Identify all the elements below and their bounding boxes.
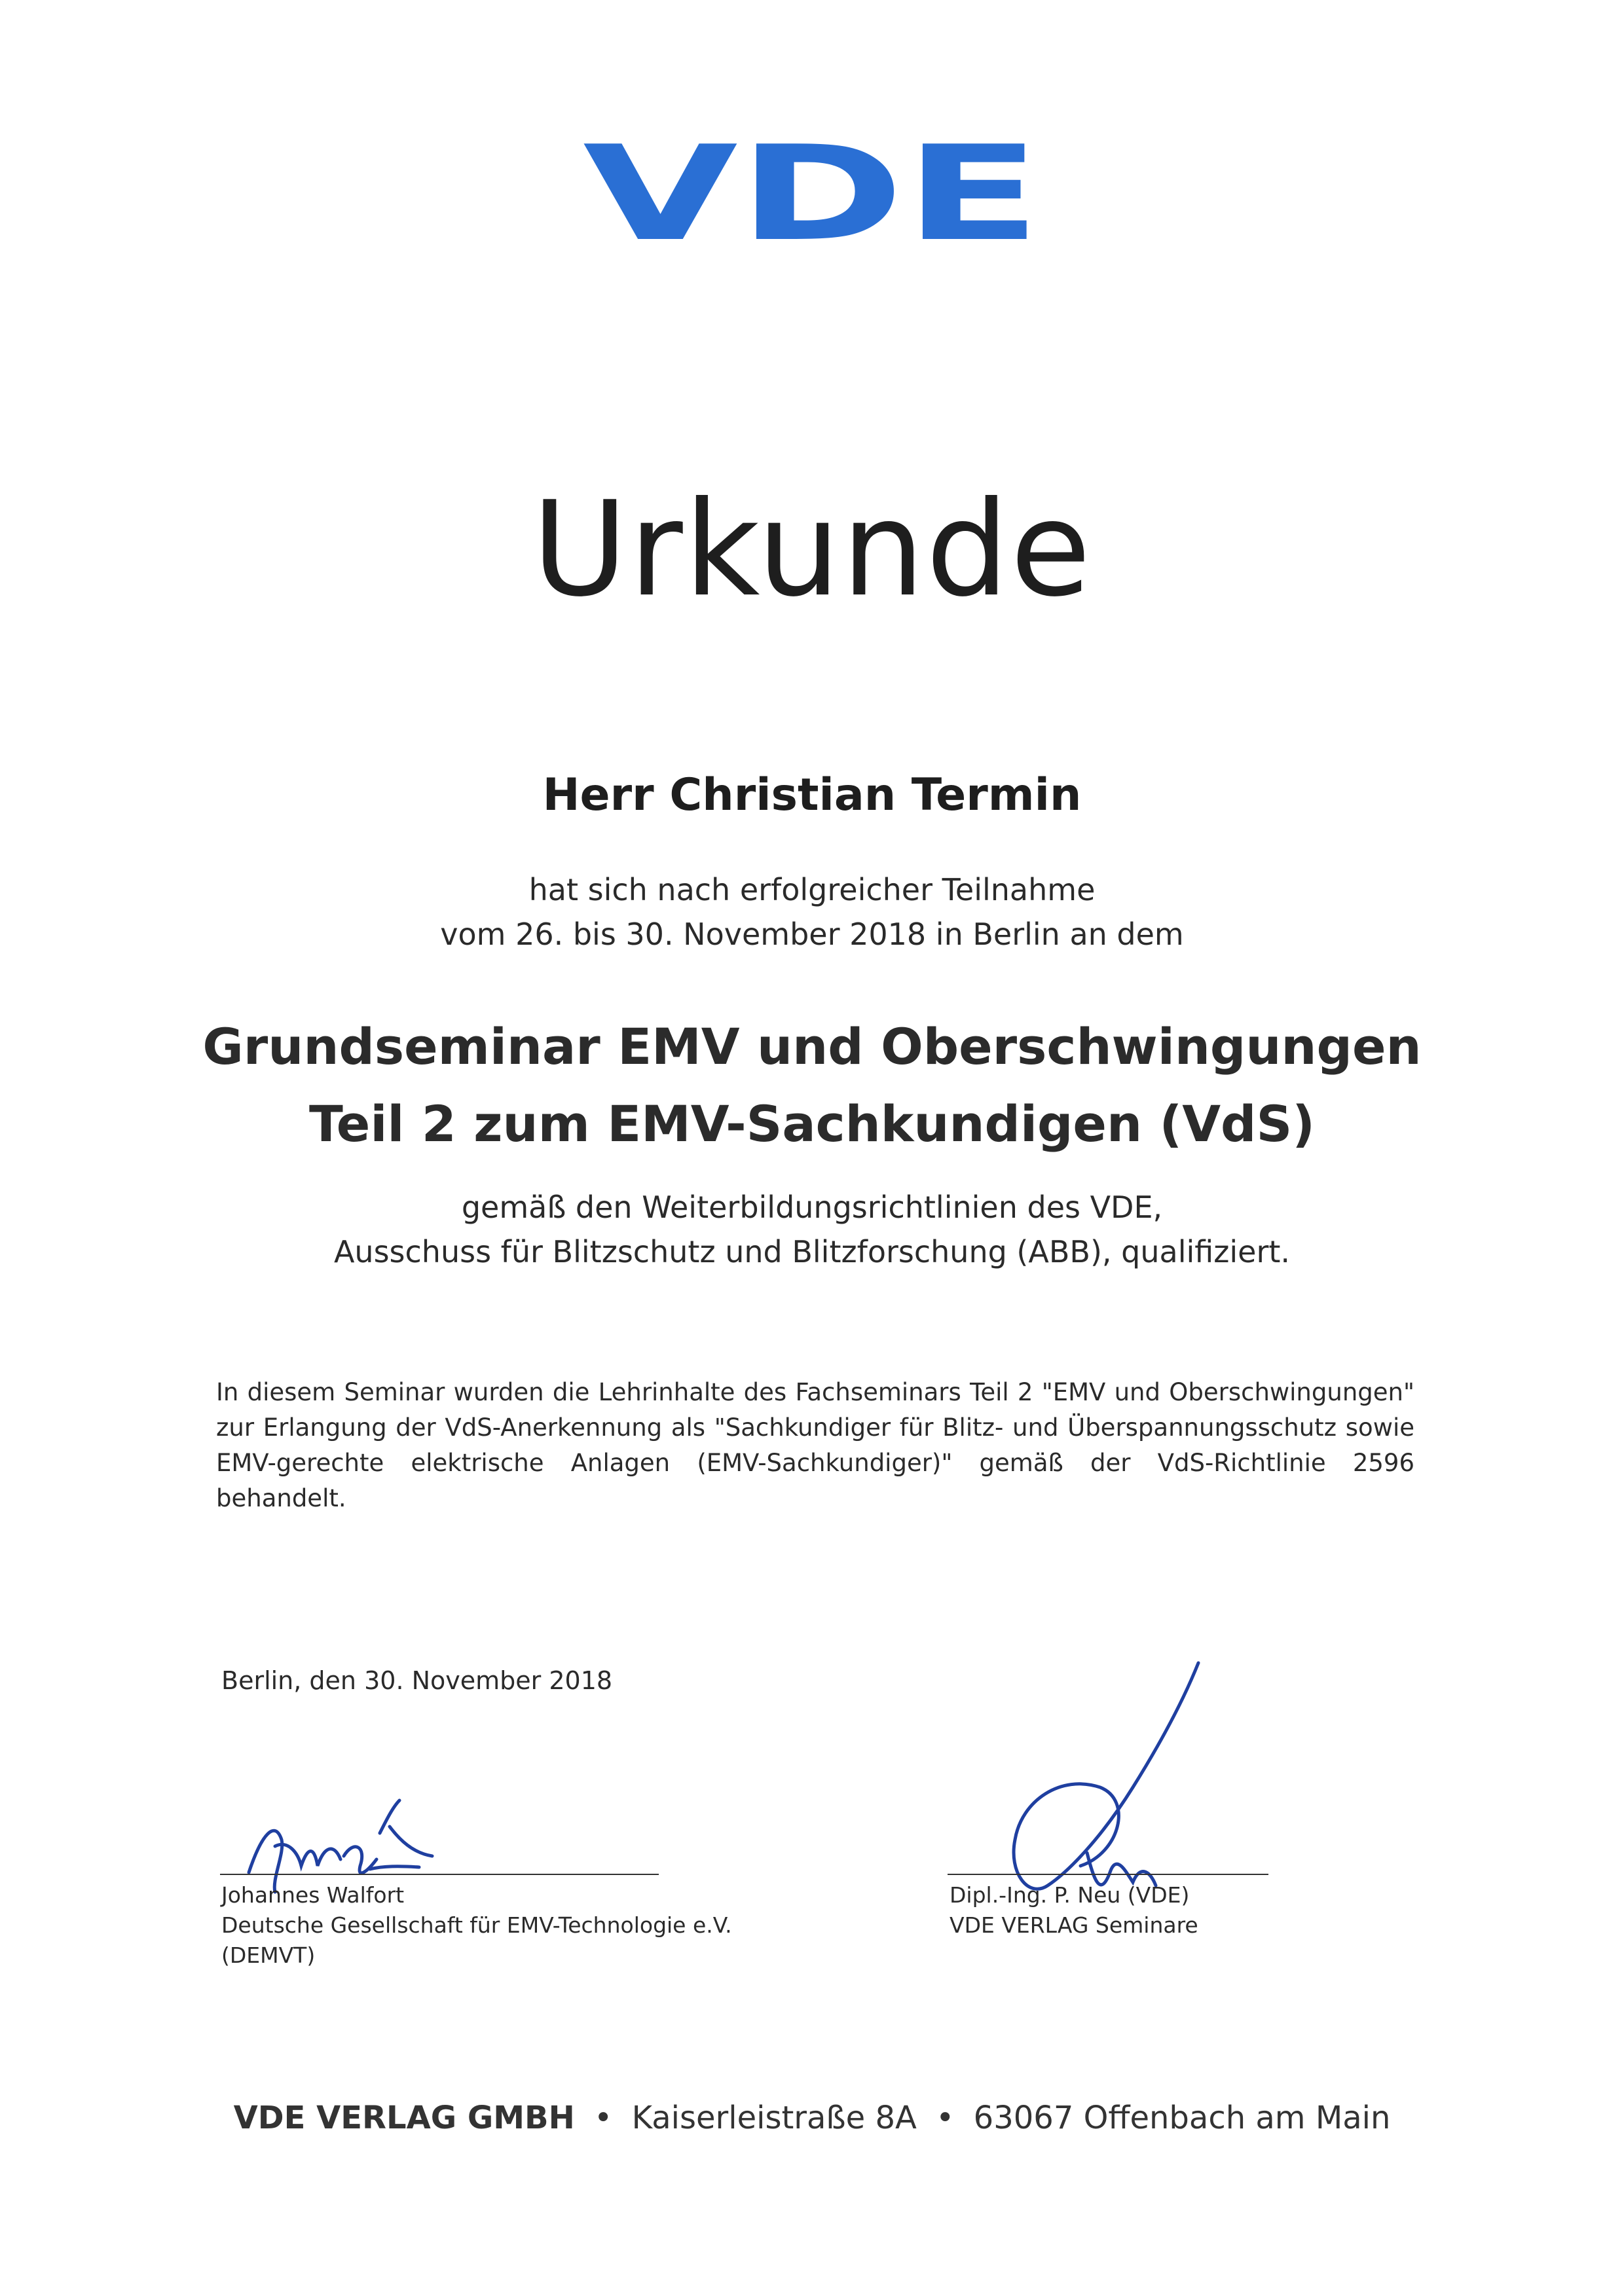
footer-separator-1: • (594, 2100, 613, 2136)
course-title-line-2: Teil 2 zum EMV-Sachkundigen (VdS) (309, 1095, 1315, 1153)
signature-line-left (220, 1874, 659, 1875)
footer-address (0, 2100, 1624, 2136)
qualification-text (0, 1185, 1624, 1274)
course-title-line-1: Grundseminar EMV und Oberschwingungen (202, 1017, 1422, 1076)
signatory-left-organization-abbr: (DEMVT) (221, 1942, 316, 1968)
intro-line-1: hat sich nach erfolgreicher Teilnahme (528, 872, 1096, 907)
document-title: Urkunde (532, 473, 1092, 626)
footer-separator-2: • (936, 2100, 955, 2136)
qualification-line-2: Ausschuss für Blitzschutz und Blitzforschung (ABB), qualifiziert. (333, 1234, 1291, 1269)
signatory-right-name: Dipl.-Ing. P. Neu (VDE) (950, 1882, 1190, 1908)
course-title (0, 1008, 1624, 1163)
intro-line-2: vom 26. bis 30. November 2018 in Berlin an dem (440, 917, 1184, 952)
place-and-date: Berlin, den 30. November 2018 (221, 1666, 613, 1695)
intro-text (0, 867, 1624, 957)
signatory-left-name: Johannes Walfort (221, 1882, 405, 1908)
footer-city: 63067 Offenbach am Main (973, 2100, 1391, 2136)
signatory-left-organization: Deutsche Gesellschaft für EMV-Technologie e.V. (221, 1912, 732, 1938)
recipient-name: Herr Christian Termin (542, 769, 1082, 821)
vde-logo (576, 141, 1048, 246)
footer-street: Kaiserleistraße 8A (631, 2100, 917, 2136)
vde-logo-text: VDE (583, 141, 1041, 246)
signatory-right (950, 1880, 1198, 1941)
signatory-left (221, 1880, 732, 1971)
signatory-right-organization: VDE VERLAG Seminare (950, 1912, 1198, 1938)
qualification-line-1: gemäß den Weiterbildungsrichtlinien des VDE, (461, 1190, 1163, 1225)
signature-line-right (948, 1874, 1268, 1875)
vde-logo-graphic (576, 141, 1048, 246)
seminar-description: In diesem Seminar wurden die Lehrinhalte des Fachseminars Teil 2 "EMV und Oberschwingungen" zur Erlangung der VdS-Anerkennung als "Sachkundiger für Blitz- und Überspannungsschutz sowie EMV-gerechte elektrische Anlagen (EMV-Sachkundiger)" gemäß der VdS-Richtlinie 2596 behandelt. (216, 1378, 1414, 1512)
footer-company: VDE VERLAG GMBH (233, 2100, 575, 2136)
